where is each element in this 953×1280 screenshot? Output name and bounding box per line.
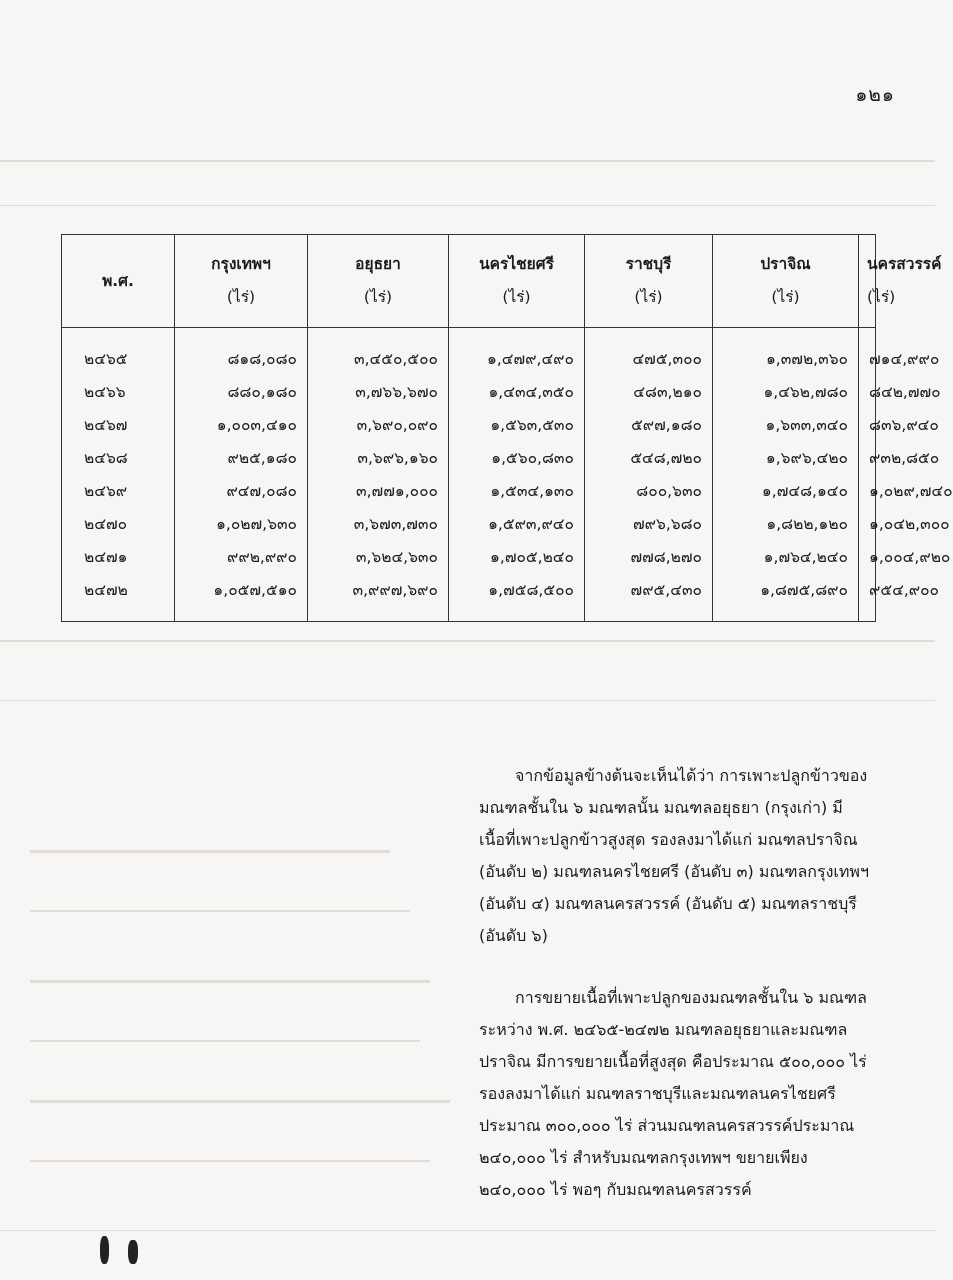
area-cell: ๑,๕๖๐,๘๓๐ [449, 441, 585, 474]
area-cell: ๘๔๒,๗๗๐ [859, 375, 876, 408]
area-cell: ๑,๐๒๗,๖๓๐ [175, 507, 308, 540]
area-cell: ๑,๘๒๒,๑๒๐ [713, 507, 859, 540]
area-cell: ๑,๗๐๕,๒๔๐ [449, 540, 585, 573]
area-cell: ๑,๕๖๓,๕๓๐ [449, 408, 585, 441]
table-row [62, 507, 876, 540]
area-cell: ๘๘๐,๑๘๐ [175, 375, 308, 408]
area-cell: ๓,๖๗๓,๗๓๐ [308, 507, 449, 540]
area-cell: ๑,๔๗๙,๔๙๐ [449, 342, 585, 375]
area-cell: ๘๑๘,๐๘๐ [175, 342, 308, 375]
area-cell: ๑,๗๖๔,๒๔๐ [713, 540, 859, 573]
area-cell: ๑,๐๕๗,๕๑๐ [175, 573, 308, 606]
paragraph-line: การขยายเนื้อที่เพาะปลูกของมณฑลชั้นใน ๖ มณฑล [515, 988, 867, 1007]
table-row [62, 408, 876, 441]
area-cell: ๑,๘๗๕,๘๙๐ [713, 573, 859, 606]
area-cell: ๓,๗๗๑,๐๐๐ [308, 474, 449, 507]
paragraph-line: (อันดับ ๒) มณฑลนครไชยศรี (อันดับ ๓) มณฑลกรุงเทพฯ [479, 862, 869, 881]
year-cell: ๒๔๖๖ [62, 375, 175, 408]
year-cell: ๒๔๖๙ [62, 474, 175, 507]
area-cell: ๓,๔๕๐,๕๐๐ [308, 342, 449, 375]
table-body [62, 328, 953, 622]
area-cell: ๓,๖๙๖,๑๖๐ [308, 441, 449, 474]
area-cell: ๑,๗๕๘,๕๐๐ [449, 573, 585, 606]
table-row [62, 342, 876, 375]
area-cell: ๑,๖๙๖,๔๒๐ [713, 441, 859, 474]
paragraph-line: ๒๔๐,๐๐๐ ไร่ สำหรับมณฑลกรุงเทพฯ ขยายเพียง [479, 1148, 808, 1167]
area-cell: ๔๗๕,๓๐๐ [585, 342, 713, 375]
paragraph-line: ประมาณ ๓๐๐,๐๐๐ ไร่ ส่วนมณฑลนครสวรรค์ประมาณ [479, 1116, 855, 1135]
paragraph-line: ปราจิณ มีการขยายเนื้อที่สูงสุด คือประมาณ ๕๐๐,๐๐๐ ไร่ [479, 1052, 867, 1071]
table-row [62, 540, 876, 573]
area-cell: ๑,๗๔๘,๑๔๐ [713, 474, 859, 507]
area-cell: ๘๐๐,๖๓๐ [585, 474, 713, 507]
area-cell: ๑,๐๐๔,๙๒๐ [859, 540, 876, 573]
area-cell: ๓,๗๖๖,๖๗๐ [308, 375, 449, 408]
table-header-row [62, 235, 876, 328]
area-cell: ๙๒๕,๑๘๐ [175, 441, 308, 474]
paragraph-ranking [479, 760, 893, 952]
table-row [62, 474, 876, 507]
area-cell: ๑,๔๖๒,๗๘๐ [713, 375, 859, 408]
table-spacer [62, 606, 876, 621]
area-cell: ๗๙๕,๔๓๐ [585, 573, 713, 606]
area-cell: ๕๙๗,๑๘๐ [585, 408, 713, 441]
header-ratchaburi: ราชบุรี (ไร่) [585, 235, 713, 328]
area-cell: ๑,๔๓๔,๓๕๐ [449, 375, 585, 408]
area-cell: ๘๓๖,๙๔๐ [859, 408, 876, 441]
area-cell: ๔๘๓,๒๑๐ [585, 375, 713, 408]
rice-area-table [61, 234, 953, 622]
area-cell: ๑,๐๒๙,๗๔๐ [859, 474, 876, 507]
paragraph-line: เนื้อที่เพาะปลูกข้าวสูงสุด รองลงมาได้แก่ มณฑลปราจิณ [479, 830, 858, 849]
paragraph-line: มณฑลชั้นใน ๖ มณฑลนั้น มณฑลอยุธยา (กรุงเก่า) มี [479, 798, 843, 817]
paragraph-line: ๒๔๐,๐๐๐ ไร่ พอๆ กับมณฑลนครสวรรค์ [479, 1180, 752, 1199]
area-cell: ๑,๖๓๓,๓๔๐ [713, 408, 859, 441]
header-bangkok: กรุงเทพฯ (ไร่) [175, 235, 308, 328]
table-row [62, 375, 876, 408]
year-cell: ๒๔๗๒ [62, 573, 175, 606]
area-cell: ๑,๓๗๒,๓๖๐ [713, 342, 859, 375]
area-cell: ๙๙๒,๙๙๐ [175, 540, 308, 573]
header-nakhon-chaisi: นครไชยศรี (ไร่) [449, 235, 585, 328]
header-unit: (ไร่) [226, 288, 256, 306]
header-nakhon-sawan: นครสวรรค์ (ไร่) [859, 235, 876, 328]
paragraph-line: ระหว่าง พ.ศ. ๒๔๖๕-๒๔๗๒ มณฑลอยุธยาและมณฑล [479, 1020, 848, 1039]
header-year: พ.ศ. [62, 235, 175, 328]
area-cell: ๑,๕๙๓,๙๔๐ [449, 507, 585, 540]
year-cell: ๒๔๗๐ [62, 507, 175, 540]
year-cell: ๒๔๗๑ [62, 540, 175, 573]
year-cell: ๒๔๖๗ [62, 408, 175, 441]
area-cell: ๙๕๔,๙๐๐ [859, 573, 876, 606]
ink-blot [128, 1240, 138, 1264]
area-cell: ๓,๖๙๐,๐๙๐ [308, 408, 449, 441]
area-cell: ๙๔๗,๐๘๐ [175, 474, 308, 507]
paragraph-line: จากข้อมูลข้างต้นจะเห็นได้ว่า การเพาะปลูกข้าวของ [515, 766, 868, 785]
area-cell: ๑,๕๓๔,๑๓๐ [449, 474, 585, 507]
area-cell: ๗๙๖,๖๘๐ [585, 507, 713, 540]
paragraph-line: รองลงมาได้แก่ มณฑลราชบุรีและมณฑลนครไชยศรี [479, 1084, 836, 1103]
area-cell: ๓,๙๙๗,๖๙๐ [308, 573, 449, 606]
paragraph-line: (อันดับ ๔) มณฑลนครสวรรค์ (อันดับ ๕) มณฑลราชบุรี [479, 894, 857, 913]
area-cell: ๗๑๔,๙๙๐ [859, 342, 876, 375]
area-cell: ๓,๖๒๔,๖๓๐ [308, 540, 449, 573]
header-prachin: ปราจิณ (ไร่) [713, 235, 859, 328]
table-row [62, 441, 876, 474]
header-unit: (ไร่) [771, 288, 800, 306]
paragraph-line: (อันดับ ๖) [479, 926, 548, 945]
year-cell: ๒๔๖๕ [62, 342, 175, 375]
ink-blot [100, 1236, 109, 1264]
year-cell: ๒๔๖๘ [62, 441, 175, 474]
table-row [62, 573, 876, 606]
area-cell: ๑,๐๔๒,๓๐๐ [859, 507, 876, 540]
area-cell: ๗๗๘,๒๗๐ [585, 540, 713, 573]
header-unit: (ไร่) [363, 288, 393, 306]
header-unit: (ไร่) [634, 288, 663, 306]
header-unit: (ไร่) [502, 288, 531, 306]
paragraph-expansion [479, 982, 893, 1206]
area-cell: ๙๓๒,๘๕๐ [859, 441, 876, 474]
header-ayutthaya: อยุธยา (ไร่) [308, 235, 449, 328]
area-cell: ๕๔๘,๗๒๐ [585, 441, 713, 474]
page-number: ๑๒๑ [855, 84, 895, 106]
table-spacer [62, 328, 876, 343]
area-cell: ๑,๐๐๓,๔๑๐ [175, 408, 308, 441]
